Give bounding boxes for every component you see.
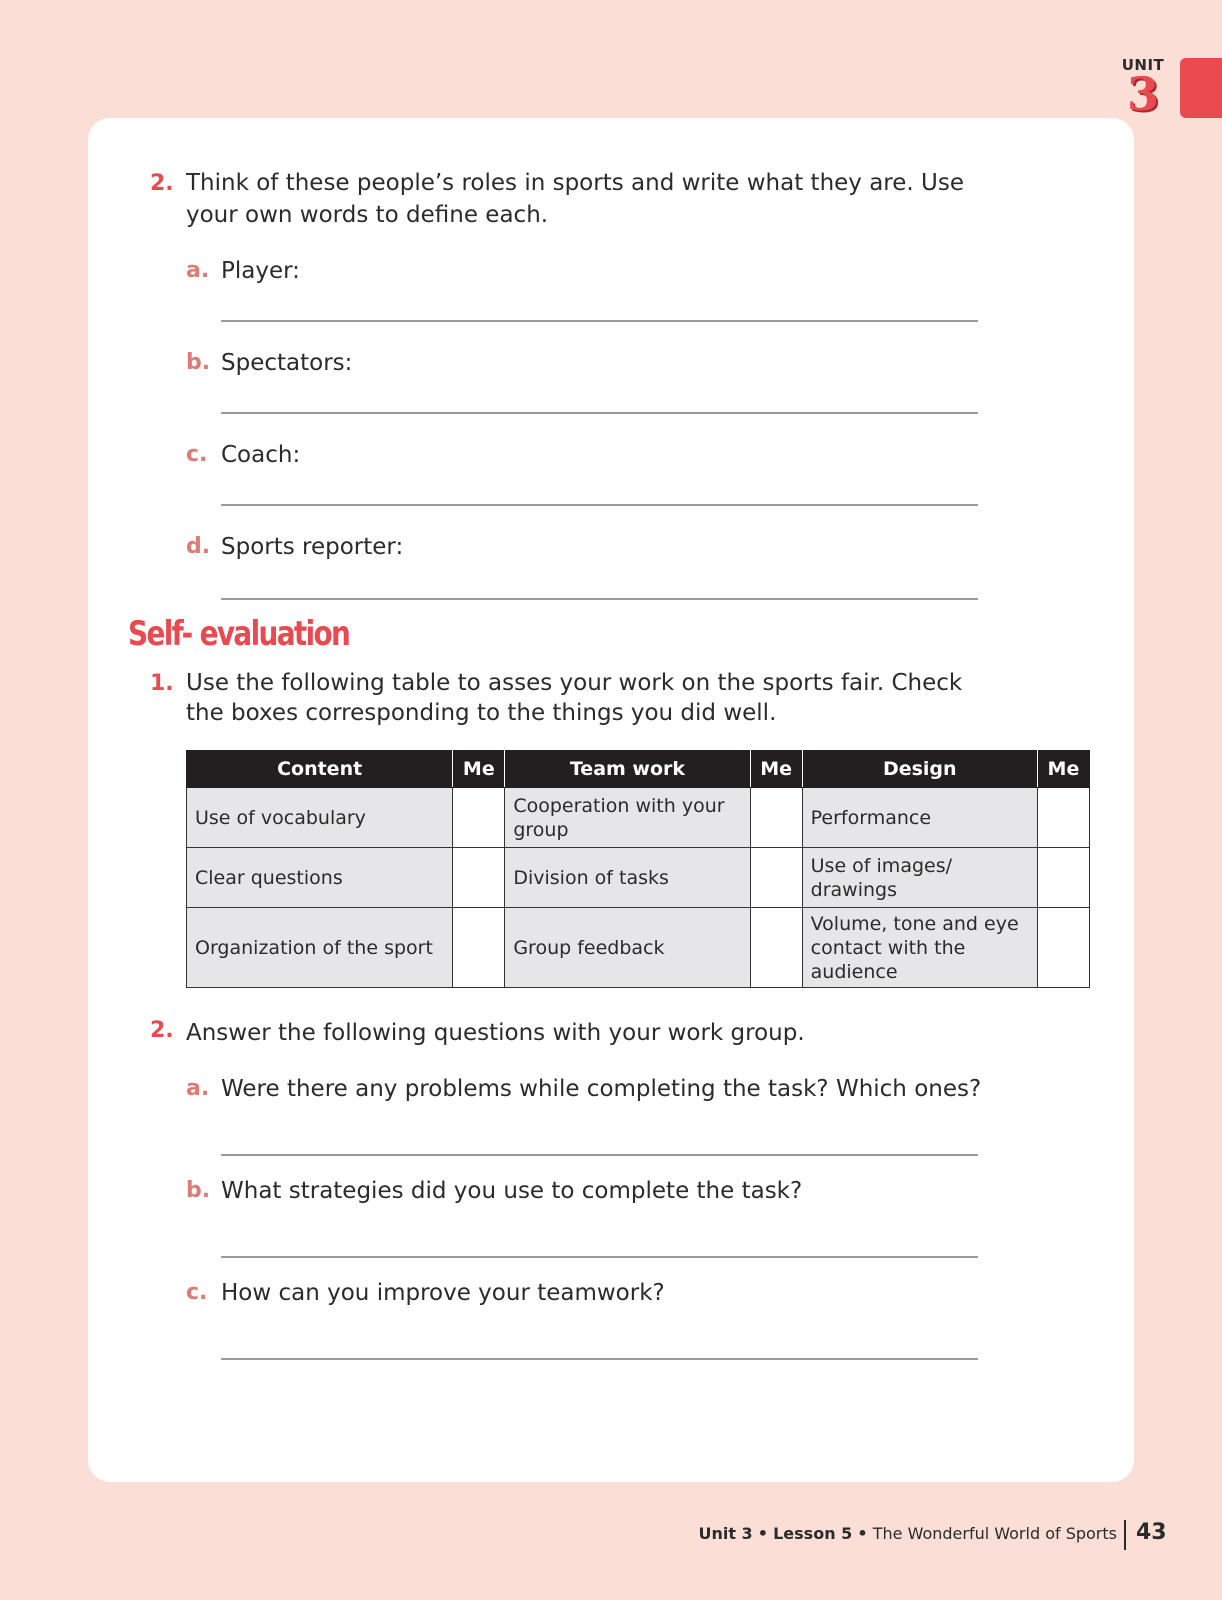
content-cell: Organization of the sport [187,908,453,988]
page-number: 43 [1136,1520,1167,1545]
check-box[interactable] [750,788,802,848]
design-cell: Volume, tone and eye contact with the audience [802,908,1037,988]
check-box[interactable] [1037,788,1089,848]
design-cell: Performance [802,788,1037,848]
footer-bullet: • [857,1524,868,1543]
unit-number: 3 [1126,67,1159,121]
header-me: Me [750,751,802,788]
content-cell: Clear questions [187,848,453,908]
header-content: Content [187,751,453,788]
unit-tab-marker [1180,58,1222,118]
footer-lesson: Lesson 5 [773,1524,853,1543]
item-letter: c. [186,442,208,467]
item-label-coach: Coach: [221,442,301,468]
item-label-sports-reporter: Sports reporter: [221,534,404,560]
footer-unit: Unit 3 [698,1524,753,1543]
self-evaluation-table [186,750,1090,988]
check-box[interactable] [453,848,505,908]
exercise-instruction-line2: your own words to define each. [186,202,549,228]
page-footer [0,1524,1117,1543]
exercise-questions-instruction: Answer the following questions with your work group. [186,1020,805,1046]
answer-line-spectators[interactable] [221,412,978,414]
exercise-number: 2. [150,171,174,196]
header-team-work: Team work [505,751,750,788]
item-letter: b. [186,1178,211,1203]
header-design: Design [802,751,1037,788]
answer-line-strategies[interactable] [221,1256,978,1258]
check-box[interactable] [750,848,802,908]
answer-line-player[interactable] [221,320,978,322]
footer-divider [1124,1520,1126,1550]
header-me: Me [453,751,505,788]
question-strategies: What strategies did you use to complete the task? [221,1178,803,1204]
check-box[interactable] [750,908,802,988]
teamwork-cell: Group feedback [505,908,750,988]
section-heading: Self- evaluation [128,614,350,654]
content-cell: Use of vocabulary [187,788,453,848]
item-label-spectators: Spectators: [221,350,353,376]
unit-label: UNIT [1121,56,1165,74]
unit-badge [1118,56,1168,121]
question-teamwork: How can you improve your teamwork? [221,1280,665,1306]
check-box[interactable] [1037,848,1089,908]
check-box[interactable] [1037,908,1089,988]
exercise-instruction-line2: the boxes corresponding to the things you did well. [186,700,777,726]
answer-line-problems[interactable] [221,1154,978,1156]
design-cell: Use of images/ drawings [802,848,1037,908]
answer-line-teamwork[interactable] [221,1358,978,1360]
answer-line-sports-reporter[interactable] [221,598,978,600]
table-row [187,848,1090,908]
teamwork-cell: Cooperation with your group [505,788,750,848]
check-box[interactable] [453,788,505,848]
question-problems: Were there any problems while completing the task? Which ones? [221,1076,982,1102]
item-letter: c. [186,1280,208,1305]
item-letter: a. [186,1076,210,1101]
exercise-instruction-line1: Think of these people’s roles in sports and write what they are. Use [186,170,965,196]
answer-line-coach[interactable] [221,504,978,506]
footer-bullet: • [757,1524,769,1543]
exercise-number: 2. [150,1018,174,1043]
table-header-row [187,751,1090,788]
item-letter: b. [186,350,211,375]
exercise-instruction-line1: Use the following table to asses your work on the sports fair. Check [186,670,963,696]
footer-title: The Wonderful World of Sports [872,1524,1117,1543]
header-me: Me [1037,751,1089,788]
item-letter: d. [186,534,211,559]
check-box[interactable] [453,908,505,988]
table-row [187,788,1090,848]
table-row [187,908,1090,988]
teamwork-cell: Division of tasks [505,848,750,908]
item-letter: a. [186,258,210,283]
exercise-number: 1. [150,671,174,696]
item-label-player: Player: [221,258,300,284]
